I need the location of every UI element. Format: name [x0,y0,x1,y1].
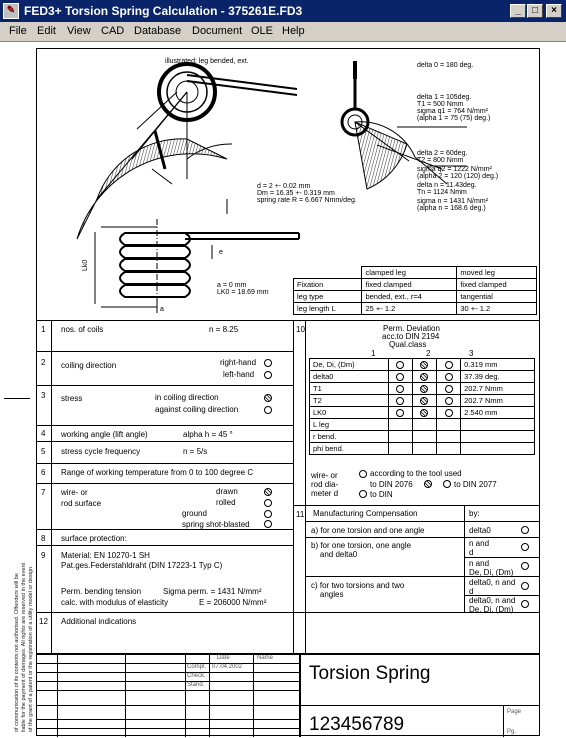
left-hand-label: left-hand [223,370,255,379]
dev-row-t1: T1 202.7 Nmm [310,383,535,395]
din-2077-radio[interactable] [443,480,451,488]
t2-label: T2 = 800 Nmm [417,157,464,164]
section-5-number: 5 [41,447,46,456]
stress-cycle-value: n = 5/s [183,447,208,456]
din-2076-label: to DIN 2076 [370,480,413,489]
section-9-number: 9 [41,551,46,560]
menu-ole[interactable]: OLE [251,25,274,37]
sigma-n-label: sigma n = 1431 N/mm² [417,198,488,205]
alpha1-label: (alpha 1 = 75 (75) deg.) [417,115,491,122]
tool-used-radio[interactable] [359,470,367,478]
dev-t1-class3-radio[interactable] [445,385,453,393]
sigma-q2-label: sigma q2 = 1222 N/mm² [417,166,492,173]
check-label: Check. [187,673,206,679]
surface-protection-label: surface protection: [61,534,127,543]
comp-b2-radio[interactable] [521,562,529,570]
delta1-label: delta 1 = 105deg. [417,94,472,101]
lk0-dimension-label: Lk0 [82,259,89,271]
comp-b2-by: n and De, Di, (Dm) [469,559,514,577]
leg-table [293,266,537,315]
dev-delta0-class3-radio[interactable] [445,373,453,381]
document-canvas[interactable] [0,42,566,738]
coils-label: nos. of coils [61,325,104,334]
section-12-number: 12 [39,617,48,626]
wire-surface-label: wire- or [61,488,88,497]
material-label: Material: EN 10270-1 SH [61,551,150,560]
menu-cad[interactable]: CAD [101,25,125,37]
comp-b-label: b) for one torsion, one angle and delta0 [311,541,412,559]
stand-label: Stand. [187,682,205,688]
in-coiling-direction-label: in coiling direction [155,393,219,402]
dev-row-lk0: LK0 2.540 mm [310,407,535,419]
drawing-sheet [36,48,540,736]
din-2194-title: acc.to DIN 2194 [382,332,440,341]
comp-b1-by: n and d [469,539,490,557]
ground-radio[interactable] [264,510,272,518]
dev-de-class2-radio[interactable] [420,361,428,369]
leg-row-leg-length: leg length L 25 +- 1.2 30 +- 1.2 [294,303,537,315]
dev-row-t2: T2 202.7 Nmm [310,395,535,407]
rolled-radio[interactable] [264,499,272,507]
compl-date: 07.04.2002 [212,664,243,670]
dev-lk0-class3-radio[interactable] [445,409,453,417]
leg-header-moved: moved leg [457,267,537,279]
drawn-radio[interactable] [264,488,272,496]
fed-app-icon[interactable]: ✎ [3,3,19,19]
menu-help[interactable]: Help [282,25,305,37]
close-button[interactable]: × [546,4,562,18]
shot-blasted-radio[interactable] [264,520,272,528]
tool-used-label: according to the tool used [370,469,462,478]
stress-cycle-label: stress cycle frequency [61,447,141,456]
minimize-button[interactable]: _ [510,4,526,18]
d-label: d = 2 +- 0.02 mm [257,183,311,190]
sigma-q1-label: sigma q1 = 764 N/mm² [417,108,488,115]
delta0-label: delta 0 = 180 deg. [417,62,474,69]
comp-b1-radio[interactable] [521,543,529,551]
comp-c-label: c) for two torsions and two angles [311,581,405,599]
section-6-number: 6 [41,468,46,477]
section-1-number: 1 [41,325,46,334]
section-3-number: 3 [41,391,46,400]
date-header: Date [217,655,230,661]
elasticity-label: calc. with modulus of elasticity [61,598,169,607]
working-angle-label: working angle (lift angle) [61,430,148,439]
lk0-label: LK0 = 18.69 mm [217,289,269,296]
class-2-header: 2 [426,349,431,358]
stress-label: stress [61,394,83,403]
a-dimension-label: a [160,306,164,313]
din-2076-radio[interactable] [424,480,432,488]
din-2077-label: to DIN 2077 [454,480,497,489]
alpha-n-label: (alpha n = 168.6 deg.) [417,205,486,212]
page-label: Page [507,709,522,715]
against-coiling-direction-radio[interactable] [264,406,272,414]
drawing-number: 123456789 [309,714,405,735]
rolled-label: rolled [216,498,236,507]
section-2-number: 2 [41,358,46,367]
window-title: FED3+ Torsion Spring Calculation - 375261E.FD3 [24,4,303,18]
drawing-title: Torsion Spring [309,663,431,684]
coiling-direction-label: coiling direction [61,361,117,370]
spring-rate-label: spring rate R = 6.667 Nmm/deg. [257,197,357,204]
dev-t2-class3-radio[interactable] [445,397,453,405]
comp-c1-radio[interactable] [521,582,529,590]
against-coiling-direction-label: against coiling direction [155,405,239,414]
leg-row-fixation: Fixation fixed clamped fixed clamped [294,279,537,291]
compensation-title: Manufacturing Compensation [313,509,418,518]
dev-de-class3-radio[interactable] [445,361,453,369]
wire-dia-label-1: wire- or [311,471,338,480]
dev-t2-class1-radio[interactable] [396,397,404,405]
copyright-margin-note: of communication of its contents not authorised. Offenders will be liable for the payment of damages. All rights are reserved in the event of the grant of a patent or the registration of a utility model or design. [14,562,34,732]
comp-c2-radio[interactable] [521,600,529,608]
class-1-header: 1 [371,349,376,358]
drawn-label: drawn [216,487,238,496]
compl-label: Compl. [187,664,207,670]
menu-edit[interactable]: Edit [37,25,56,37]
dev-row-l-leg: L leg [310,419,535,431]
dm-label: Dm = 16.35 +- 0.319 mm [257,190,335,197]
menu-bar [0,22,566,42]
temperature-range-label: Range of working temperature from 0 to 100 degree C [61,468,254,477]
dev-t1-class1-radio[interactable] [396,385,404,393]
menu-database[interactable]: Database [134,25,182,37]
delta-n-label: delta n = 11.43deg. [417,182,477,189]
section-7-number: 7 [41,488,46,497]
additional-indications-label: Additional indications [61,617,137,626]
section-11-number: 11 [296,510,305,519]
tn-label: Tn = 1124 Nmm [417,189,467,196]
din-label: to DIN [370,490,393,499]
a-label: a = 0 mm [217,282,247,289]
dev-t1-class2-radio[interactable] [420,385,428,393]
rod-surface-label: rod surface [61,499,102,508]
perm-bending-label: Perm. bending tension [61,587,142,596]
margin-tick [4,398,30,399]
maximize-button[interactable]: □ [527,4,543,18]
leg-row-leg-type: leg type bended, ext., r=4 tangential [294,291,537,303]
title-bar [0,0,566,22]
dev-row-phi-bend: phi bend. [310,443,535,455]
dev-de-class1-radio[interactable] [396,361,404,369]
ground-label: ground [182,509,207,518]
leg-header-clamped: clamped leg [362,267,457,279]
dev-lk0-class2-radio[interactable] [420,409,428,417]
class-3-header: 3 [469,349,474,358]
pg-label: Pg. [507,729,517,735]
dev-t2-class2-radio[interactable] [420,397,428,405]
delta2-label: delta 2 = 60deg. [417,150,468,157]
comp-a-by: delta0 [469,526,491,535]
section-10-number: 10 [296,325,305,334]
dev-row-delta0: delta0 37.39 deg. [310,371,535,383]
comp-a-radio[interactable] [521,526,529,534]
din-radio[interactable] [359,490,367,498]
t1-label: T1 = 500 Nmm [417,101,464,108]
sigma-perm-value: Sigma perm. = 1431 N/mm² [163,587,262,596]
menu-file[interactable]: File [9,25,27,37]
alpha2-label: (alpha 2 = 120 (120) deg.) [417,173,499,180]
working-angle-value: alpha h = 45 ° [183,430,233,439]
wire-dia-label-2: rod dia- [311,480,339,489]
material-spec-label: Pat.ges.Federstahldraht (DIN 17223-1 Typ C) [61,561,223,570]
dev-row-r-bend: r bend. [310,431,535,443]
name-header: Name [257,655,274,661]
compensation-by-label: by: [469,509,480,518]
in-coiling-direction-radio[interactable] [264,394,272,402]
menu-document[interactable]: Document [192,25,243,37]
illustrated-label: illustrated: leg bended, ext. [165,58,249,65]
dev-row-de: De, Di, (Dm) 0.319 mm [310,359,535,371]
section-4-number: 4 [41,429,46,438]
section-8-number: 8 [41,534,46,543]
elasticity-value: E = 206000 N/mm² [199,598,267,607]
comp-c2-by: delta0, n and De, Di, (Dm) [469,596,516,614]
dev-delta0-class2-radio[interactable] [420,373,428,381]
right-hand-radio[interactable] [264,359,272,367]
qual-class-title: Qual.class [389,340,427,349]
comp-a-label: a) for one torsion and one angle [311,526,425,535]
coils-value: n = 8.25 [209,325,239,334]
left-hand-radio[interactable] [264,371,272,379]
perm-deviation-title: Perm. Deviation [383,324,440,333]
wire-dia-label-3: meter d [311,489,339,498]
deviation-table [309,358,535,455]
right-hand-label: right-hand [220,358,257,367]
e-dimension-label: e [219,249,223,256]
menu-view[interactable]: View [67,25,91,37]
dev-delta0-class1-radio[interactable] [396,373,404,381]
shot-blasted-label: spring shot-blasted [182,520,250,529]
comp-c1-by: delta0, n and d [469,578,516,596]
dev-lk0-class1-radio[interactable] [396,409,404,417]
